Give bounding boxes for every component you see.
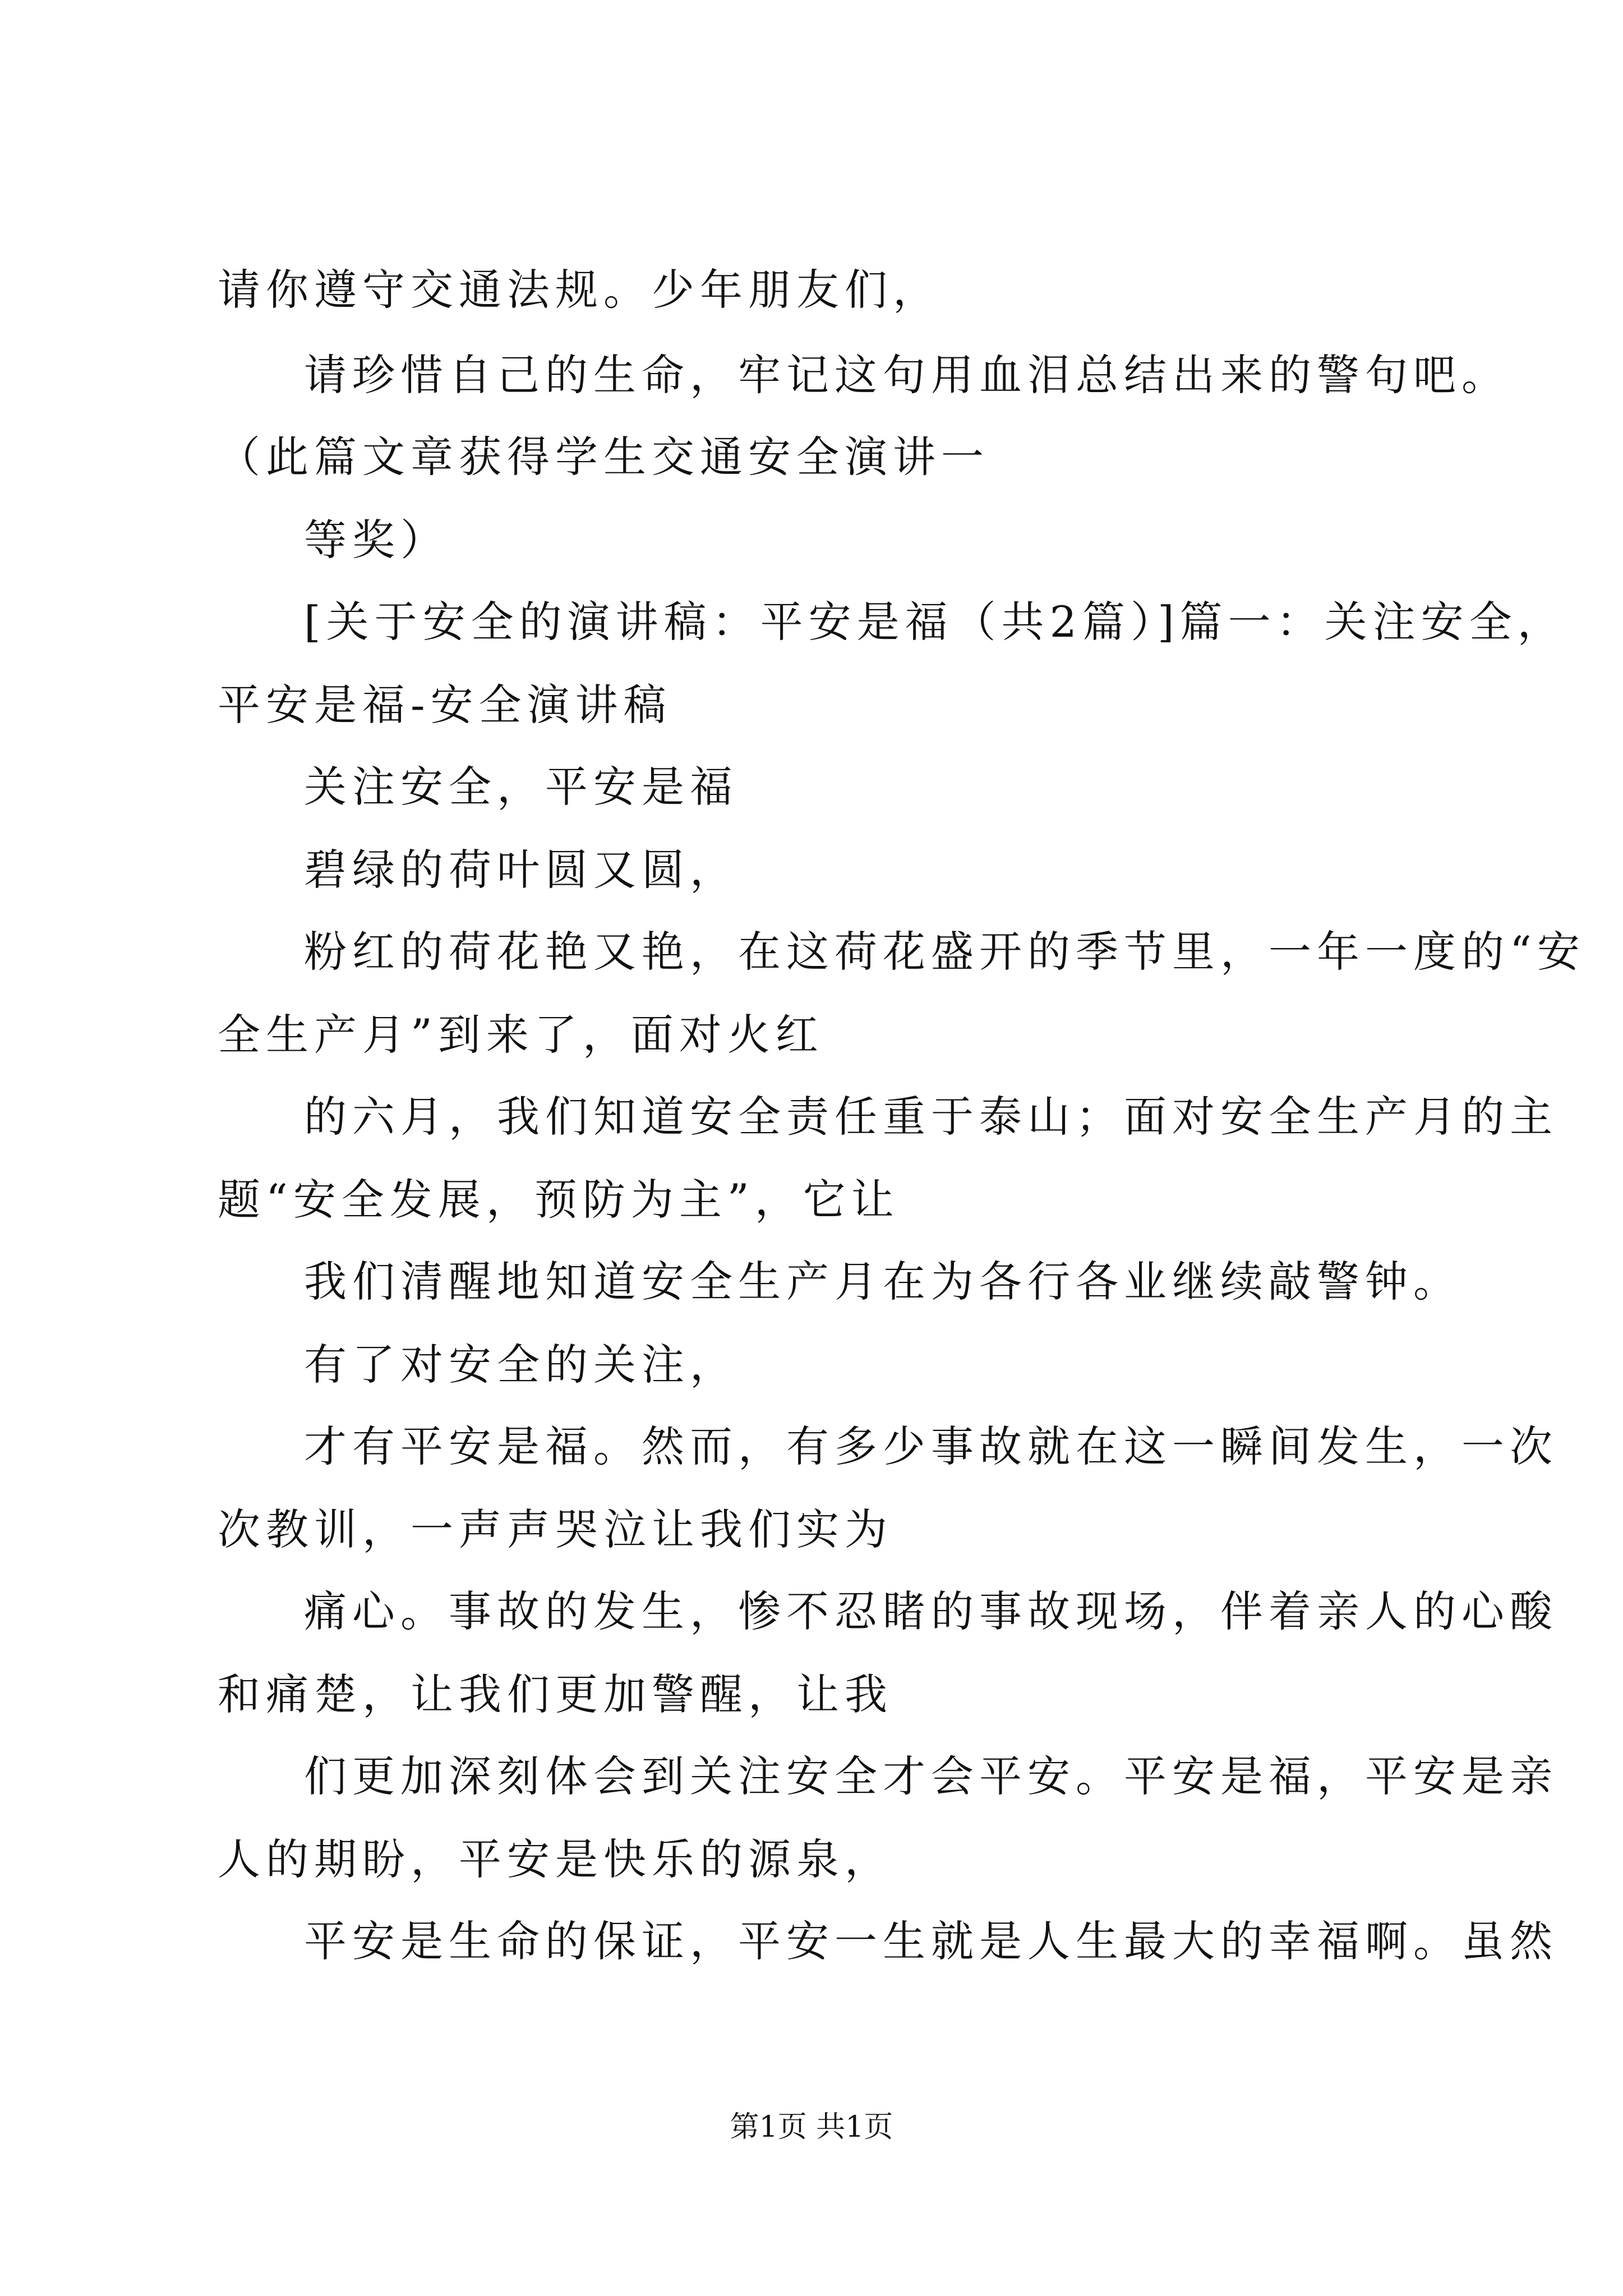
text-line: 和痛楚，让我们更加警醒，让我 [218,1669,893,1719]
text-line: 等奖） [304,515,449,565]
text-line: 们更加深刻体会到关注安全才会平安。平安是福，平安是亲 [304,1751,1558,1801]
text-line: （此篇文章获得学生交通安全演讲一 [218,432,989,482]
text-line: 人的期盼，平安是快乐的源泉， [218,1834,893,1884]
text-line: 关注安全，平安是福 [304,762,738,812]
text-line: 痛心。事故的发生，惨不忍睹的事故现场，伴着亲人的心酸 [304,1586,1558,1636]
text-line: 次教训，一声声哭泣让我们实为 [218,1504,893,1554]
text-line: 碧绿的荷叶圆又圆， [304,845,738,895]
page-footer: 第1页 共1页 [730,2110,893,2144]
text-line: [关于安全的演讲稿：平安是福（共2篇）]篇一：关注安全， [304,597,1566,647]
text-line: 我们清醒地知道安全生产月在为各行各业继续敲警钟。 [304,1257,1461,1306]
text-line: 平安是生命的保证，平安一生就是人生最大的幸福啊。虽然 [304,1916,1558,1966]
text-line: 才有平安是福。然而，有多少事故就在这一瞬间发生，一次 [304,1421,1558,1471]
text-line: 题“安全发展，预防为主”，它让 [218,1175,900,1225]
text-line: 平安是福-安全演讲稿 [218,680,672,730]
text-line: 粉红的荷花艳又艳，在这荷花盛开的季节里，一年一度的“安 [304,927,1585,977]
text-line: 有了对安全的关注， [304,1340,738,1389]
text-line: 的六月，我们知道安全责任重于泰山；面对安全生产月的主 [304,1092,1558,1142]
text-line: 请珍惜自己的生命，牢记这句用血泪总结出来的警句吧。 [304,350,1510,400]
text-line: 全生产月”到来了，面对火红 [218,1010,824,1060]
text-line: 请你遵守交通法规。少年朋友们， [218,265,941,315]
